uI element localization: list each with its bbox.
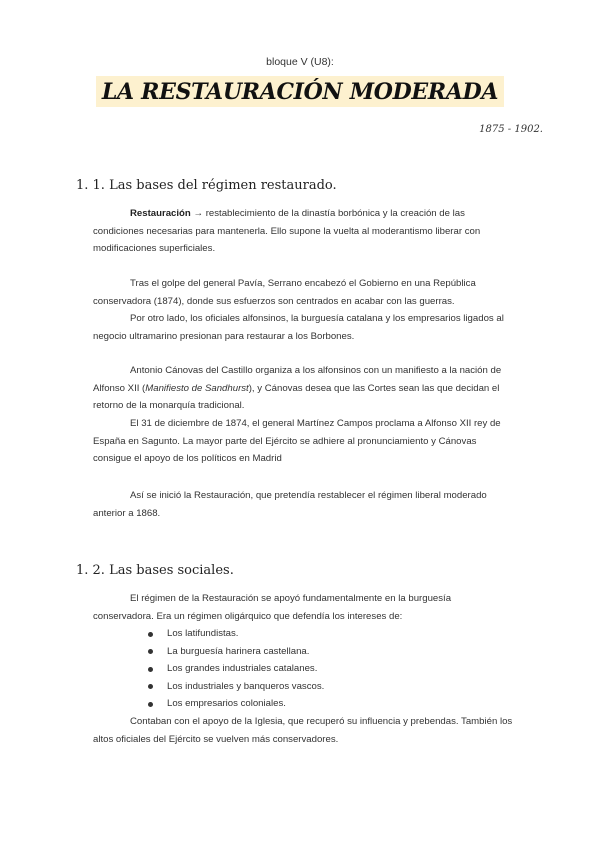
list-item: Los grandes industriales catalanes. — [148, 660, 324, 678]
term-restauracion: Restauración — [130, 208, 191, 219]
page-title: LA RESTAURACIÓN MODERADA — [96, 76, 504, 107]
paragraph-iglesia-ejercito: Contaban con el apoyo de la Iglesia, que recuperó su influencia y prebendas. También los altos oficiales del Ejército se vuelven más conservadores. — [93, 716, 513, 745]
section-2-heading: 1. 2. Las bases sociales. — [76, 563, 234, 578]
paragraph-bases-sociales: El régimen de la Restauración se apoyó fundamentalmente en la burguesía conservadora. Era un régimen oligárquico que defendía los intereses de: — [93, 593, 452, 622]
canovas-text-a: Antonio Cánovas del Castillo organiza a los alfonsinos con un manifiesto a la nación de Alfonso XII ( — [93, 365, 502, 394]
bullet-icon — [148, 667, 153, 672]
list-item: Los empresarios coloniales. — [148, 695, 324, 713]
list-item: La burguesía harinera castellana. — [148, 643, 324, 661]
bullet-icon — [148, 632, 153, 637]
paragraph-pavia: Tras el golpe del general Pavía, Serrano encabezó el Gobierno en una República conservadora (1874), donde sus esfuerzos son centrados en acabar con las guerras. — [93, 278, 476, 307]
bullet-icon — [148, 702, 153, 707]
block-label: bloque V (U8): — [266, 56, 334, 68]
paragraph-sagunto: El 31 de diciembre de 1874, el general Martínez Campos proclama a Alfonso XII rey de España en Sagunto. La mayor parte del Ejército se adhiere al pronunciamiento y Cánovas consigue el apoyo de los políticos en Madrid — [93, 418, 501, 464]
list-item: Los industriales y banqueros vascos. — [148, 678, 324, 696]
interest-groups-list — [148, 625, 324, 713]
bullet-icon — [148, 684, 153, 689]
manifesto-name: Manifiesto de Sandhurst — [145, 382, 249, 394]
title-wrapper — [0, 76, 600, 107]
canovas-text-b: ), y Cánovas desea que las Cortes sean las que decidan el retorno de la monarquía tradicional. — [93, 382, 500, 411]
list-item: Los latifundistas. — [148, 625, 324, 643]
section-1-heading: 1. 1. Las bases del régimen restaurado. — [76, 178, 337, 193]
paragraph-alfonsinos: Por otro lado, los oficiales alfonsinos, la burguesía catalana y los empresarios ligados al negocio ultramarino presionan para restaurar a los Borbones. — [93, 313, 504, 342]
paragraph-restauracion-definition — [93, 205, 513, 258]
bullet-icon — [148, 649, 153, 654]
definition-text: → restablecimiento de la dinastía borbónica y la creación de las condiciones necesarias para mantenerla. Ello supone la vuelta al moderantismo liberar con modificaciones superficiales. — [93, 208, 481, 254]
paragraph-conclusion: Así se inició la Restauración, que pretendía restablecer el régimen liberal moderado anterior a 1868. — [93, 490, 487, 519]
date-range: 1875 - 1902. — [479, 124, 543, 135]
paragraph-canovas — [93, 362, 513, 415]
